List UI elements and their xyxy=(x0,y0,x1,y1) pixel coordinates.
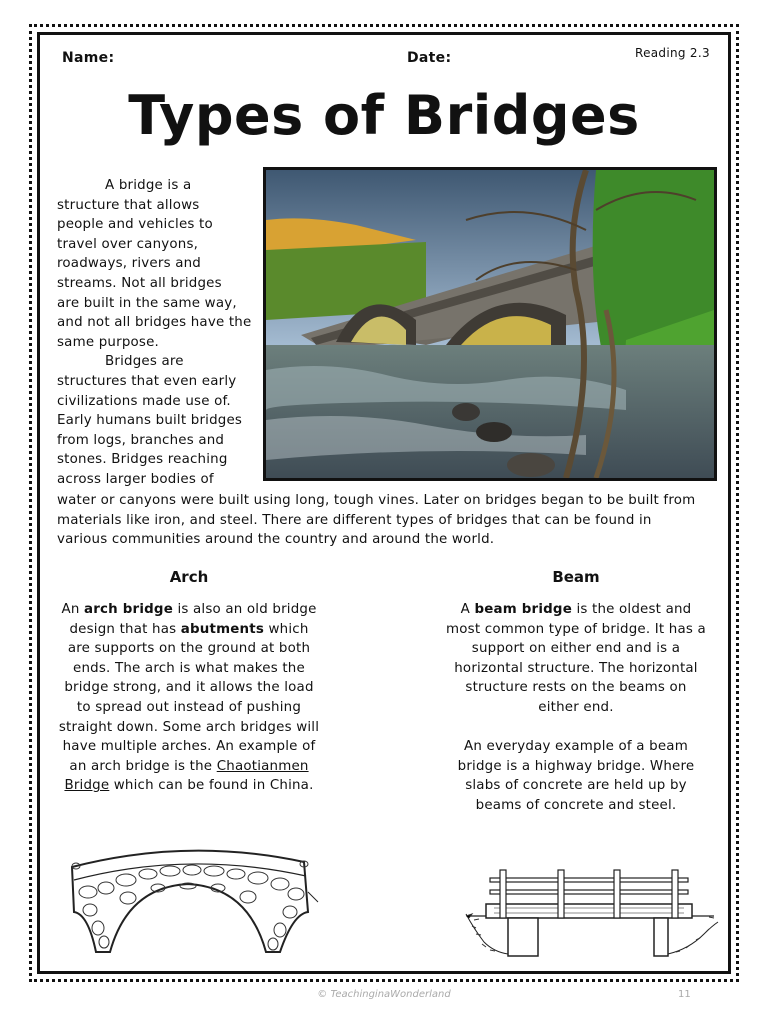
beam-heading: Beam xyxy=(552,568,600,586)
intro-paragraph-1: A bridge is a structure that allows people and vehicles to travel over canyons, roadways, rivers and streams. Not all bridges are built in the same way, and not all bridges have the same purpose. xyxy=(57,178,252,350)
arch-heading: Arch xyxy=(169,568,209,586)
date-label: Date: xyxy=(407,50,452,66)
name-label: Name: xyxy=(62,50,115,66)
copyright-credit: © TeachinginaWonderland xyxy=(317,989,451,1000)
arch-description: An arch bridge is also an old bridge design that has abutments which are supports on the ground at both ends. The arch is what makes the bridge strong, and it allows the load to spread out instead of pushing straight down. Some arch bridges will have multiple arches. An example of an arch bridge is the Chaotianmen Bridge which can be found in China. xyxy=(58,602,320,794)
beam-description: A beam bridge is the oldest and most common type of bridge. It has a support on either end and is a horizontal structure. The horizontal structure rests on the beams on either end. An everyday example of a beam bridge is a highway bridge. Where slabs of concrete are held up by beams of concrete and steel. xyxy=(445,600,707,816)
page-number: 11 xyxy=(678,989,691,1000)
beam-bridge-drawing xyxy=(464,864,720,964)
bridge-photo xyxy=(263,167,717,481)
intro-paragraph-2: Bridges are structures that even early civilizations made use of. Early humans built bridges from logs, branches and stones. Bridges reaching across larger bodies of xyxy=(57,354,243,487)
abutments-term: abutments xyxy=(180,621,265,637)
reading-label: Reading 2.3 xyxy=(635,46,710,60)
beam-example: An everyday example of a beam bridge is a highway bridge. Where slabs of concrete are held up by beams of concrete and steel. xyxy=(457,739,695,813)
page-title: Types of Bridges xyxy=(128,84,640,147)
beam-bridge-term: beam bridge xyxy=(474,602,572,617)
arch-bridge-drawing xyxy=(68,842,320,962)
arch-bridge-term: arch bridge xyxy=(83,602,173,617)
intro-paragraph-2-continued: water or canyons were built using long, tough vines. Later on bridges began to be built from materials like iron, and steel. There are different types of bridges that can be found in various communities around the country and around the world. xyxy=(57,493,696,548)
chaotianmen-bridge-link[interactable]: Chaotianmen Bridge xyxy=(64,758,309,794)
intro-text-left xyxy=(57,176,257,490)
